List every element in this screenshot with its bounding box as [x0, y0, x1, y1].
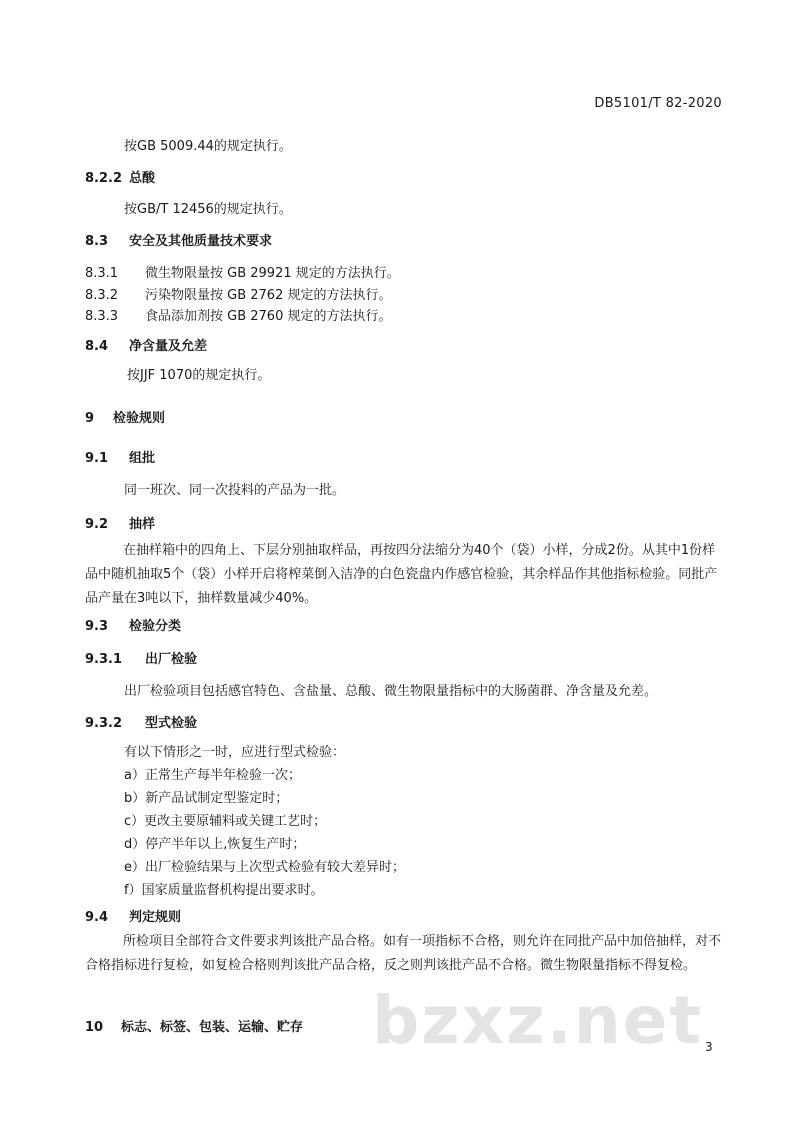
list-item: b）新产品试制定型鉴定时； [124, 791, 289, 806]
list-item: a）正常生产每半年检验一次； [124, 768, 301, 783]
clause-number: 8.3.2 [85, 288, 119, 303]
clause-8-3-1 [85, 262, 400, 281]
body-text: 按GB/T 12456的规定执行。 [124, 202, 292, 217]
section-number: 8.4 [85, 339, 109, 354]
page-number: 3 [705, 1040, 713, 1054]
chapter-heading-9 [85, 407, 165, 426]
clause-heading-9-3-1 [85, 648, 197, 667]
section-title: 总酸 [129, 171, 156, 186]
list-item: e）出厂检验结果与上次型式检验有较大差异时； [124, 860, 405, 875]
watermark: bzxz.net [372, 982, 704, 1059]
body-text: 同一班次、同一次投料的产品为一批。 [124, 483, 346, 498]
body-text: 按JJF 1070的规定执行。 [127, 368, 271, 383]
document-code: DB5101/T 82-2020 [594, 96, 722, 111]
section-heading-8-2-2 [85, 167, 155, 186]
clause-number: 9.3.1 [85, 652, 123, 667]
chapter-number: 9 [85, 411, 95, 426]
section-title: 检验分类 [129, 619, 182, 634]
section-heading-9-2 [85, 513, 155, 532]
section-heading-9-1 [85, 447, 155, 466]
section-heading-9-4 [85, 906, 181, 925]
clause-number: 8.3.1 [85, 266, 119, 281]
chapter-heading-10 [85, 1016, 303, 1035]
body-text: 有以下情形之一时，应进行型式检验： [124, 745, 346, 760]
section-number: 9.2 [85, 517, 109, 532]
body-text: 出厂检验项目包括感官特色、含盐量、总酸、微生物限量指标中的大肠菌群、净含量及允差。 [124, 684, 658, 699]
clause-number: 9.3.2 [85, 716, 123, 731]
section-title: 净含量及允差 [129, 339, 208, 354]
clause-number: 8.3.3 [85, 309, 119, 324]
clause-text: 食品添加剂按 GB 2760 规定的方法执行。 [145, 309, 392, 324]
clause-8-3-2 [85, 284, 391, 303]
chapter-title: 标志、标签、包装、运输、贮存 [121, 1020, 304, 1035]
section-title: 组批 [129, 451, 156, 466]
clause-text: 微生物限量按 GB 29921 规定的方法执行。 [145, 266, 400, 281]
section-number: 9.4 [85, 910, 109, 925]
section-number: 9.1 [85, 451, 109, 466]
body-text: 按GB 5009.44的规定执行。 [124, 139, 292, 154]
chapter-title: 检验规则 [113, 411, 166, 426]
section-number: 8.2.2 [85, 171, 123, 186]
list-item: c）更改主要原辅料或关键工艺时； [124, 814, 327, 829]
list-item: d）停产半年以上,恢复生产时； [124, 837, 306, 852]
clause-title: 出厂检验 [145, 652, 198, 667]
section-title: 抽样 [129, 517, 156, 532]
judgment-paragraph: 所检项目全部符合文件要求判该批产品合格。如有一项指标不合格，则允许在同批产品中加倍抽样，对不合格指标进行复检，如复检合格则判该批产品合格，反之则判该批产品不合格。微生物限量指标不得复检。 [85, 934, 722, 973]
section-heading-8-3 [85, 230, 272, 249]
section-heading-8-4 [85, 335, 207, 354]
clause-8-3-3 [85, 305, 391, 324]
section-title: 判定规则 [129, 910, 182, 925]
section-heading-9-3 [85, 615, 181, 634]
clause-title: 型式检验 [145, 716, 198, 731]
clause-text: 污染物限量按 GB 2762 规定的方法执行。 [145, 288, 392, 303]
list-item: f）国家质量监督机构提出要求时。 [124, 883, 324, 898]
sampling-paragraph: 在抽样箱中的四角上、下层分别抽取样品，再按四分法缩分为40个（袋）小样，分成2份。从其中1份样品中随机抽取5个（袋）小样开启将榨菜倒入洁净的白色瓷盘内作感官检验，其余样品作其他指标检验。同批产品产量在3吨以下，抽样数量减少40%。 [85, 543, 718, 606]
clause-heading-9-3-2 [85, 712, 197, 731]
section-number: 9.3 [85, 619, 109, 634]
chapter-number: 10 [85, 1020, 104, 1035]
section-number: 8.3 [85, 234, 109, 249]
section-title: 安全及其他质量技术要求 [129, 234, 273, 249]
